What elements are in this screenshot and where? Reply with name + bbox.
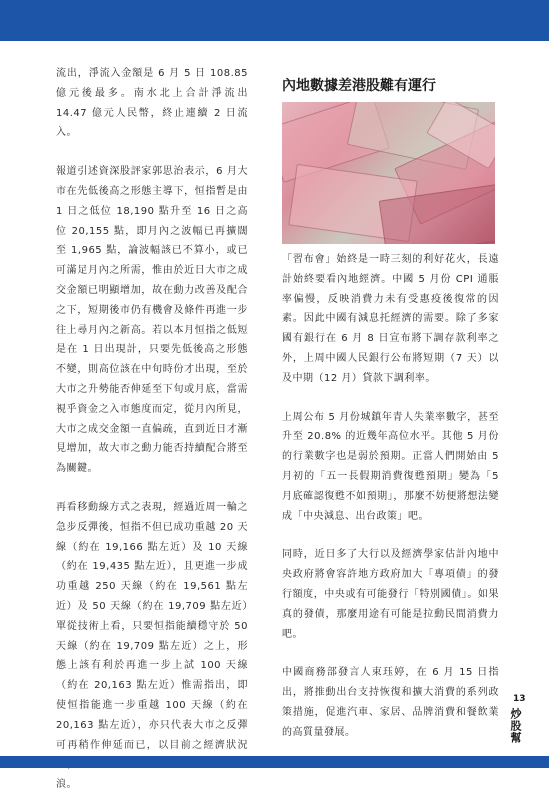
brand-mark: 炒股幫 [509, 708, 522, 744]
paragraph: 流出，淨流入金額是 6 月 5 日 108.85 億元後最多。南水北上合計淨流出 14.47 億元人民幣，終止連續 2 日流入。 [56, 68, 248, 139]
bottom-banner [0, 756, 549, 768]
paragraph: 同時，近日多了大行以及經濟學家估計內地中央政府將會容許地方政府加大「專項債」的發行額度，中央或有可能發行「特別國債」。如果真的發債，那麼用途有可能是拉動民間消費力吧。 [282, 549, 499, 640]
right-column [282, 64, 499, 743]
article-headline: 內地數據差港股難有運行 [282, 78, 436, 94]
left-column [56, 64, 248, 795]
top-banner [0, 0, 549, 41]
paragraph: 中國商務部發言人束珏婷，在 6 月 15 日指出，將推動出台支持恢復和擴大消費的系列政策措施，促進汽車、家居、品牌消費和餐飲業的高質量發展。 [282, 667, 499, 738]
page-number: 13 [513, 694, 526, 704]
paragraph: 報道引述資深股評家郭思治表示，6 月大市在先低後高之形態主導下，恒指暫是由 1 日之低位 18,190 點升至 16 日之高位 20,155 點，即月內之波幅已再擴闊至 1,965 點，論波幅該已不算小，或已可滿足月內之所需，惟由於近日大市之成交金額已明顯增加，故在動力改善及配合之下，短期後市仍有機會及條件再進一步往上尋月內之新高。若以本月恒指之低短是在 1 日出現計，只要先低後高之形態不變，則高位該在中旬時份才出現，至於大市之升勢能否伸延至下旬或月底，當需視乎資金之入市態度而定，從月內所見，大市之成交金額一直偏疏，直到近日才漸見增加，故大市之動力能否持續配合將至為關鍵。 [56, 166, 248, 475]
paragraph: 「習布會」始終是一時三刻的利好花火，長遠計始終要看內地經濟。中國 5 月份 CPI 通脹率偏慢，反映消費力未有受惠疫後復常的因素。因此中國有減息托經濟的需要。除了多家國有銀行在 6 月 8 日宣布將下調存款利率之外，上周中國人民銀行公布將短期（7 天）以及中期（12 月）貸款下調利率。 [282, 254, 499, 384]
rmb-banknotes-photo [282, 102, 495, 244]
paragraph: 上周公布 5 月份城鎮年青人失業率數字，甚至升至 20.8% 的近幾年高位水平。其他 5 月份的行業數字也是弱於預期。正當人們開始由 5 月初的「五一長假期消費復甦預期」變為「5 月底確認復甦不如預期」，那麼不妨便將想法變成「中央減息、出台政策」吧。 [282, 411, 499, 522]
paragraph: 再看移動線方式之表現，經過近周一輪之急步反彈後，恒指不但已成功重越 20 天線（約在 19,166 點左近）及 10 天線（約在 19,435 點左近），且更進一步成功重越 250 天線（約在 19,561 點左近）及 50 天線（約在 19,709 點左近）單從技術上看，只要恒指能續穩守於 50 天線（約在 19,709 點左近）之上，形態上該有利於再進一步上試 100 天線（約在 20,163 點左近）惟需指出，即使恒指能進一步重越 100 天線（約在 20,163 點左近），亦只代表大市之反彈可再稍作伸延而已，以目前之經濟狀況 浪。 [56, 501, 248, 791]
